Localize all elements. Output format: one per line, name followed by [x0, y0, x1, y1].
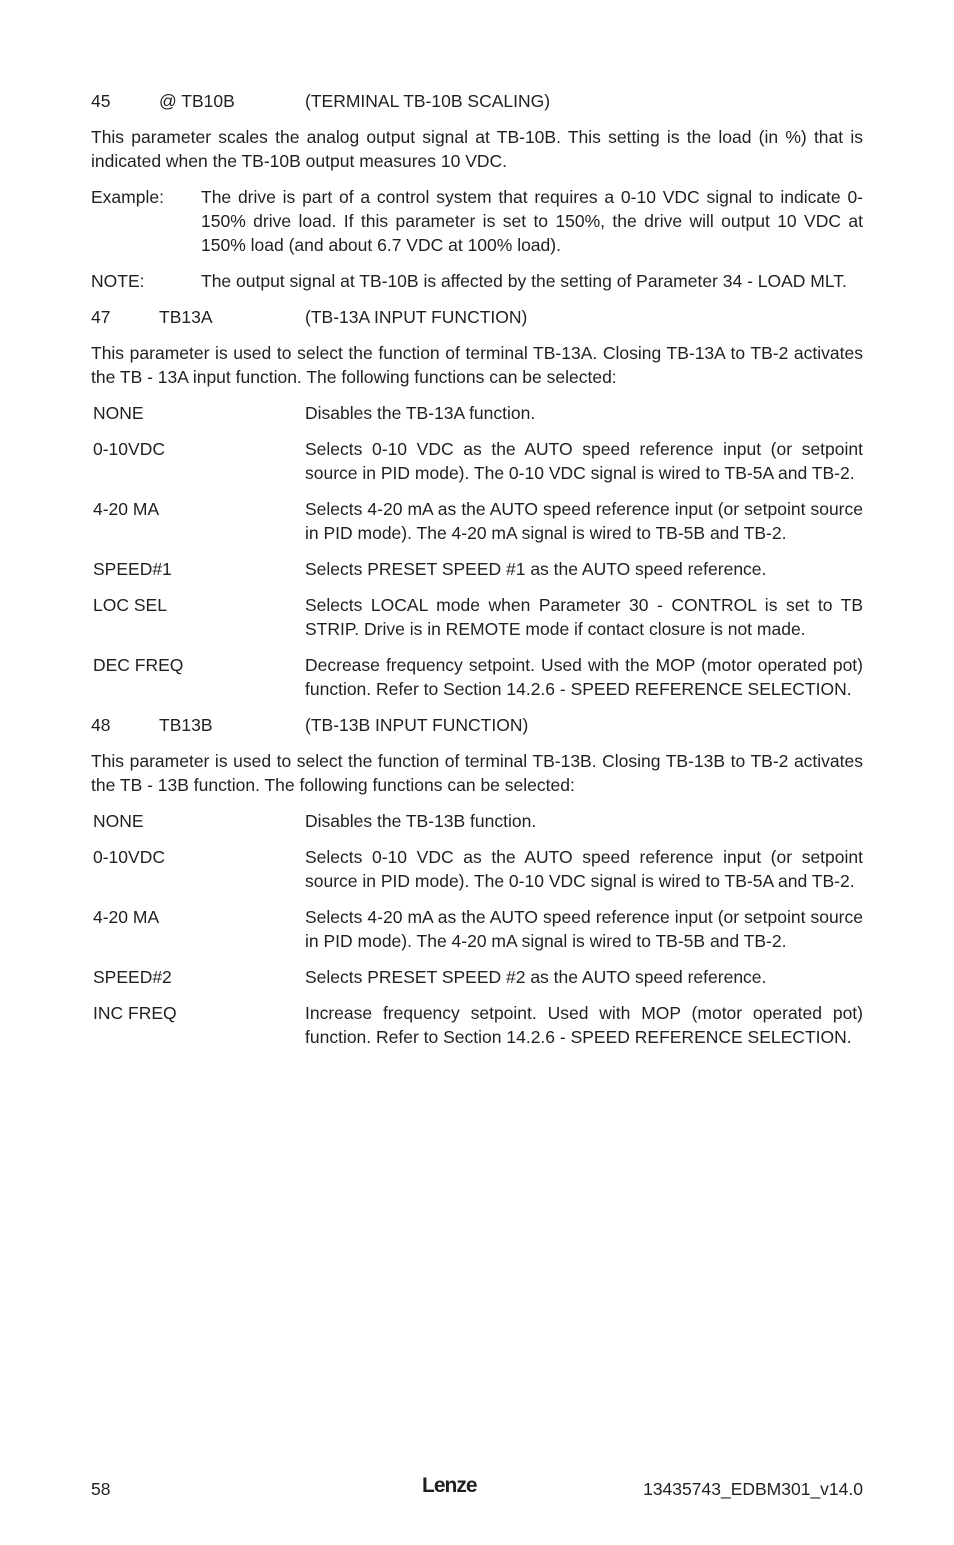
param-name: TB13A	[159, 307, 213, 327]
warning-note	[91, 269, 863, 293]
option-key: 0-10VDC	[93, 847, 165, 867]
option-key: NONE	[93, 811, 144, 831]
option-row	[91, 497, 863, 545]
option-row	[91, 557, 863, 581]
option-row	[91, 905, 863, 953]
option-desc: Selects PRESET SPEED #1 as the AUTO speed reference.	[305, 559, 767, 579]
option-desc: Decrease frequency setpoint. Used with the MOP (motor operated pot) function. Refer to Section 14.2.6 - SPEED REFERENCE SELECTION.	[305, 655, 863, 699]
param-47-header	[91, 305, 863, 329]
option-key: 0-10VDC	[93, 439, 165, 459]
option-desc: Increase frequency setpoint. Used with MOP (motor operated pot) function. Refer to Section 14.2.6 - SPEED REFERENCE SELECTION.	[305, 1003, 863, 1047]
param-48-header	[91, 713, 863, 737]
param-title: (TERMINAL TB-10B SCALING)	[305, 91, 551, 111]
option-desc: Selects 0-10 VDC as the AUTO speed reference input (or setpoint source in PID mode). The 0-10 VDC signal is wired to TB-5A and TB-2.	[305, 847, 863, 891]
lenze-logo: Lenze	[422, 1474, 477, 1497]
option-desc: Selects 4-20 mA as the AUTO speed reference input (or setpoint source in PID mode). The 4-20 mA signal is wired to TB-5B and TB-2.	[305, 907, 863, 951]
param-number: 48	[91, 715, 111, 735]
option-row	[91, 809, 863, 833]
option-key: SPEED#1	[93, 559, 172, 579]
option-desc: Selects 4-20 mA as the AUTO speed reference input (or setpoint source in PID mode). The 4-20 mA signal is wired to TB-5B and TB-2.	[305, 499, 863, 543]
note-text: The output signal at TB-10B is affected by the setting of Parameter 34 - LOAD MLT.	[201, 271, 847, 291]
option-key: DEC FREQ	[93, 655, 184, 675]
param-title: (TB-13A INPUT FUNCTION)	[305, 307, 528, 327]
option-key: 4-20 MA	[93, 499, 160, 519]
option-key: LOC SEL	[93, 595, 167, 615]
page-number: 58	[91, 1479, 111, 1499]
param-47-intro: This parameter is used to select the function of terminal TB-13A. Closing TB-13A to TB-2 activates the TB - 13A input function. The following functions can be selected:	[91, 343, 863, 387]
param-name: TB13B	[159, 715, 213, 735]
option-key: SPEED#2	[93, 967, 172, 987]
option-desc: Selects LOCAL mode when Parameter 30 - CONTROL is set to TB STRIP. Drive is in REMOTE mode if contact closure is not made.	[305, 595, 863, 639]
option-key: 4-20 MA	[93, 907, 160, 927]
option-desc: Disables the TB-13A function.	[305, 403, 536, 423]
note-text: The drive is part of a control system that requires a 0-10 VDC signal to indicate 0-150% drive load. If this parameter is set to 150%, the drive will output 10 VDC at 150% load (and about 6.7 VDC at 100% load).	[201, 187, 863, 255]
option-desc: Disables the TB-13B function.	[305, 811, 537, 831]
option-row	[91, 593, 863, 641]
param-title: (TB-13B INPUT FUNCTION)	[305, 715, 529, 735]
option-desc: Selects 0-10 VDC as the AUTO speed reference input (or setpoint source in PID mode). The 0-10 VDC signal is wired to TB-5A and TB-2.	[305, 439, 863, 483]
note-label: Example:	[91, 187, 164, 207]
option-row	[91, 845, 863, 893]
param-45-intro: This parameter scales the analog output signal at TB-10B. This setting is the load (in %) that is indicated when the TB-10B output measures 10 VDC.	[91, 127, 863, 171]
param-45-header	[91, 89, 863, 113]
option-row	[91, 1001, 863, 1049]
option-row	[91, 401, 863, 425]
example-note	[91, 185, 863, 257]
param-number: 45	[91, 91, 111, 111]
option-row	[91, 437, 863, 485]
option-row	[91, 653, 863, 701]
page-footer	[91, 1474, 863, 1503]
document-id: 13435743_EDBM301_v14.0	[643, 1479, 863, 1499]
option-desc: Selects PRESET SPEED #2 as the AUTO speed reference.	[305, 967, 767, 987]
note-label: NOTE:	[91, 271, 145, 291]
option-row	[91, 965, 863, 989]
param-name: @ TB10B	[159, 91, 235, 111]
option-key: INC FREQ	[93, 1003, 177, 1023]
document-page	[91, 89, 863, 1061]
param-number: 47	[91, 307, 111, 327]
param-48-intro: This parameter is used to select the function of terminal TB-13B. Closing TB-13B to TB-2 activates the TB - 13B function. The following functions can be selected:	[91, 751, 863, 795]
option-key: NONE	[93, 403, 144, 423]
